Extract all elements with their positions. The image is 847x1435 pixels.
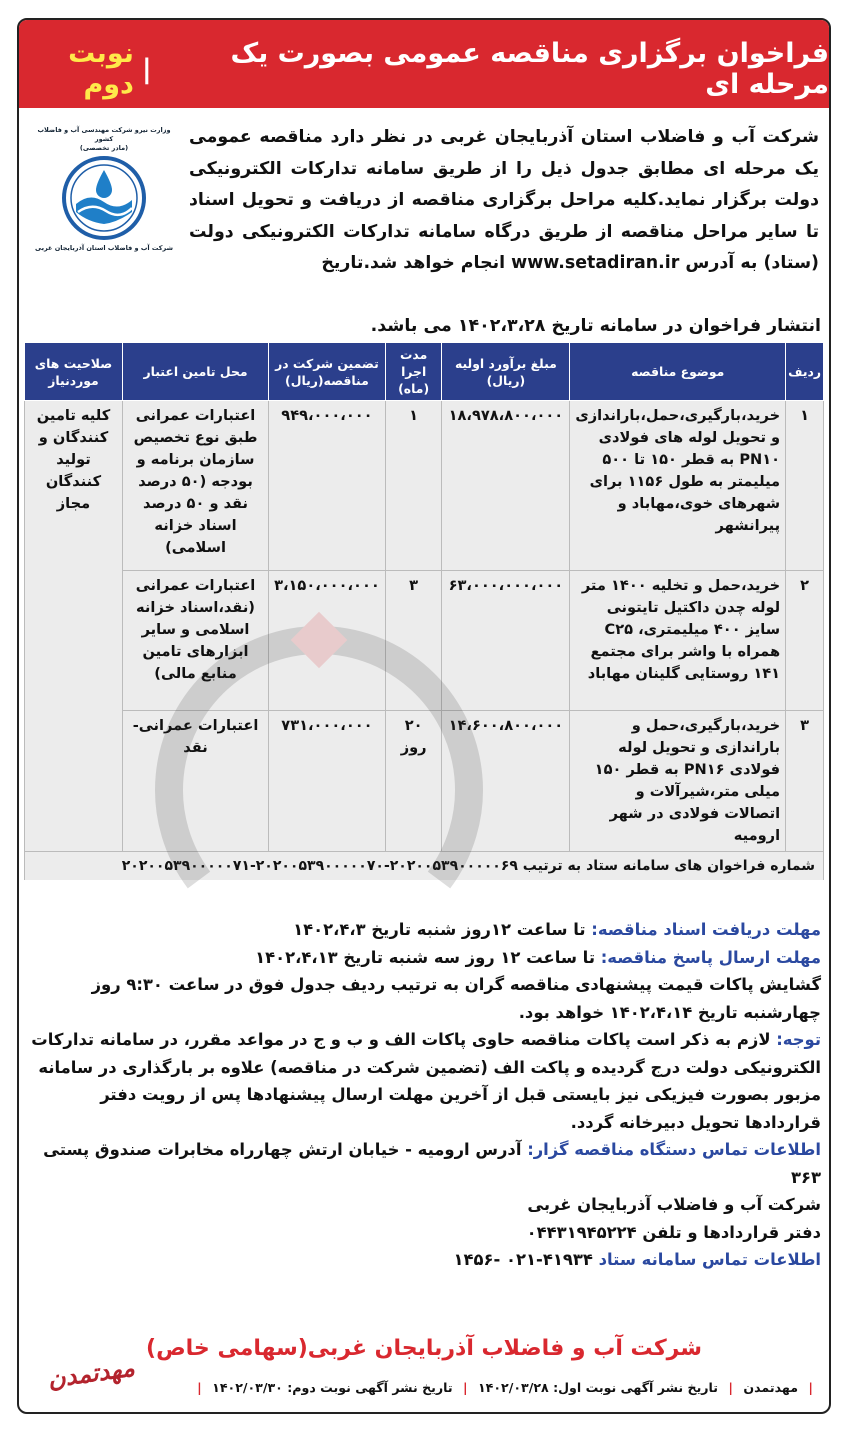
col-estimate-header: مبلغ برآورد اولیه (ریال): [442, 343, 570, 401]
row-funding: اعتبارات عمرانی (نقد،اسناد خزانه اسلامی و سایر ابزارهای تامین منابع مالی): [122, 571, 268, 711]
col-qualification-header: صلاحیت های موردنیاز: [25, 343, 123, 401]
company-logo: [29, 126, 179, 262]
qualification-cell: کلیه تامین کنندگان و تولید کنندگان مجاز: [25, 401, 123, 852]
row-number: ۱: [786, 401, 824, 571]
row-subject: خرید،حمل و تخلیه ۱۴۰۰ متر لوله چدن داکتیل تایتونی سایز ۴۰۰ میلیمتری، C۲۵ همراه با واشر برای مجتمع ۱۴۱ روستایی گلینان مهاباد: [570, 571, 786, 711]
note-label: توجه:: [776, 1030, 821, 1049]
contact-phone: دفتر قراردادها و تلفن ۰۴۴۳۱۹۴۵۲۲۴: [526, 1222, 821, 1242]
row-estimate: ۱۴،۶۰۰،۸۰۰،۰۰۰: [442, 711, 570, 852]
row-estimate: ۱۸،۹۷۸،۸۰۰،۰۰۰: [442, 401, 570, 571]
row-number: ۲: [786, 571, 824, 711]
header-separator: |: [141, 53, 152, 85]
row-duration: ۱: [385, 401, 442, 571]
notice-header: [19, 20, 829, 108]
setad-contact-label: اطلاعات تماس سامانه ستاد: [598, 1250, 821, 1269]
notice-title: فراخوان برگزاری مناقصه عمومی بصورت یک مرحله ای: [230, 38, 829, 100]
table-header-row: [25, 343, 824, 401]
first-publish-label: تاریخ نشر آگهی نوبت اول:: [553, 1380, 719, 1395]
receive-deadline-value: تا ساعت ۱۲روز شنبه تاریخ ۱۴۰۲،۴،۳: [293, 920, 586, 939]
setad-contact: [31, 1246, 821, 1274]
note-text: لازم به ذکر است پاکات مناقصه حاوی پاکات الف و ب و ج در مواعد مقرر، در سامانه تدارکات الکترونیکی دولت درج گردیده و پاکت الف (تضمین شرکت در مناقصه) علاوه بر بارگذاری در سامانه مزبور بصورت فیزیکی نیز بایستی قبل از آخرین مهلت ارسال پیشنهادها پس از رویت دفتر قراردادها تحویل دبیرخانه گردد.: [31, 1030, 821, 1132]
contact-address: [31, 1136, 821, 1191]
setad-tender-numbers: شماره فراخوان های سامانه ستاد به ترتیب ۲۰۲۰۰۵۳۹۰۰۰۰۰۶۹-۲۰۲۰۰۵۳۹۰۰۰۰۰۷۰-۲۰۲۰۰۵۳۹۰۰۰۰۰۷۱: [25, 852, 824, 881]
logo-line-1: وزارت نیرو شرکت مهندسی آب و فاضلاب کشور: [37, 126, 171, 143]
footer-bar: |: [728, 1380, 734, 1395]
table-row: [25, 711, 824, 852]
row-subject: خرید،بارگیری،حمل،باراندازی و تحویل لوله های فولادی PN۱۰ به قطر ۱۵۰ تا ۵۰۰ میلیمتر به طول ۱۱۵۶ برای شهرهای خوی،مهاباد و پیرانشهر: [570, 401, 786, 571]
col-row-header: ردیف: [786, 343, 824, 401]
col-funding-header: محل تامین اعتبار: [122, 343, 268, 401]
table-row: [25, 571, 824, 711]
submit-deadline-label: مهلت ارسال پاسخ مناقصه:: [600, 947, 821, 967]
row-guarantee: ۳،۱۵۰،۰۰۰،۰۰۰: [269, 571, 386, 711]
row-number: ۳: [786, 711, 824, 852]
newspaper-signature: مهدتمدن: [45, 1352, 137, 1394]
contact-company: شرکت آب و فاضلاب آذربایجان غربی: [527, 1195, 821, 1214]
row-duration: ۲۰ روز: [385, 711, 442, 852]
col-duration-header: مدت اجرا (ماه): [385, 343, 442, 401]
footer-bar: |: [463, 1380, 468, 1395]
publication-footer: [149, 1380, 819, 1395]
row-guarantee: ۷۳۱،۰۰۰،۰۰۰: [269, 711, 386, 852]
receive-deadline: [31, 916, 821, 944]
footer-bar: |: [197, 1380, 202, 1395]
first-publish-date: ۱۴۰۲/۰۳/۲۸: [478, 1380, 549, 1395]
table-row: [25, 401, 824, 571]
footer-bar: |: [808, 1380, 813, 1395]
intro-paragraph: شرکت آب و فاضلاب استان آذربایجان غربی در نظر دارد مناقصه عمومی یک مرحله ای مطابق جدول ذیل را از طریق سامانه تدارکات الکترونیکی دولت برگزار نماید.کلیه مراحل برگزاری مناقصه از دریافت و تحویل اسناد تا سایر مراحل مناقصه از طریق درگاه سامانه تدارکات الکترونیکی دولت (ستاد) به آدرس www.setadiran.ir انجام خواهد شد.تاریخ: [189, 127, 819, 273]
row-guarantee: ۹۴۹،۰۰۰،۰۰۰: [269, 401, 386, 571]
intro-last-line: انتشار فراخوان در سامانه تاریخ ۱۴۰۲،۳،۲۸ می باشد.: [370, 316, 821, 336]
company-title: شرکت آب و فاضلاب آذربایجان غربی(سهامی خاص): [146, 1336, 702, 1361]
submit-deadline-value: تا ساعت ۱۲ روز سه شنبه تاریخ ۱۴۰۲،۴،۱۳: [255, 947, 595, 967]
publisher-name: مهدتمدن: [743, 1380, 798, 1395]
notice-body: [31, 916, 821, 1274]
contact-label: اطلاعات تماس دستگاه مناقصه گزار:: [527, 1140, 821, 1159]
row-estimate: ۶۳،۰۰۰،۰۰۰،۰۰۰: [442, 571, 570, 711]
second-publish-label: تاریخ نشر آگهی نوبت دوم:: [287, 1380, 453, 1395]
logo-line-3: شرکت آب و فاضلاب استان آذربایجان غربی: [35, 244, 173, 252]
row-subject: خرید،بارگیری،حمل و باراندازی و تحویل لوله فولادی PN۱۶ به قطر ۱۵۰ میلی متر،شیرآلات و اتصالات فولادی در شهر ارومیه: [570, 711, 786, 852]
contact-address-value: آدرس ارومیه - خیابان ارتش چهارراه مخابرات صندوق پستی ۳۶۳: [43, 1140, 821, 1187]
tender-table: [24, 342, 824, 880]
round-label: نوبت دوم: [68, 38, 134, 100]
setad-contact-value: ۴۱۹۳۴-۰۲۱ -۱۴۵۶: [453, 1250, 593, 1269]
notice-frame: [17, 18, 831, 1414]
table-footer-row: [25, 852, 824, 881]
second-publish-date: ۱۴۰۲/۰۳/۳۰: [212, 1380, 283, 1395]
opening-text: گشایش پاکات قیمت پیشنهادی مناقصه گران به ترتیب ردیف جدول فوق در ساعت ۹:۳۰ روز چهارشنبه تاریخ ۱۴۰۲،۴،۱۴ خواهد بود.: [91, 975, 821, 1022]
col-subject-header: موضوع مناقصه: [570, 343, 786, 401]
receive-deadline-label: مهلت دریافت اسناد مناقصه:: [591, 920, 821, 939]
row-duration: ۳: [385, 571, 442, 711]
logo-line-2: (مادر تخصصی): [79, 144, 129, 152]
water-drop-icon: [62, 156, 146, 240]
row-funding: اعتبارات عمرانی طبق نوع تخصیص سازمان برنامه و بودجه (۵۰ درصد نقد و ۵۰ درصد اسناد خزانه اسلامی): [122, 401, 268, 571]
note-paragraph: [31, 1026, 821, 1136]
col-guarantee-header: تضمین شرکت در مناقصه(ریال): [269, 343, 386, 401]
row-funding: اعتبارات عمرانی-نقد: [122, 711, 268, 852]
submit-deadline: [31, 944, 821, 972]
